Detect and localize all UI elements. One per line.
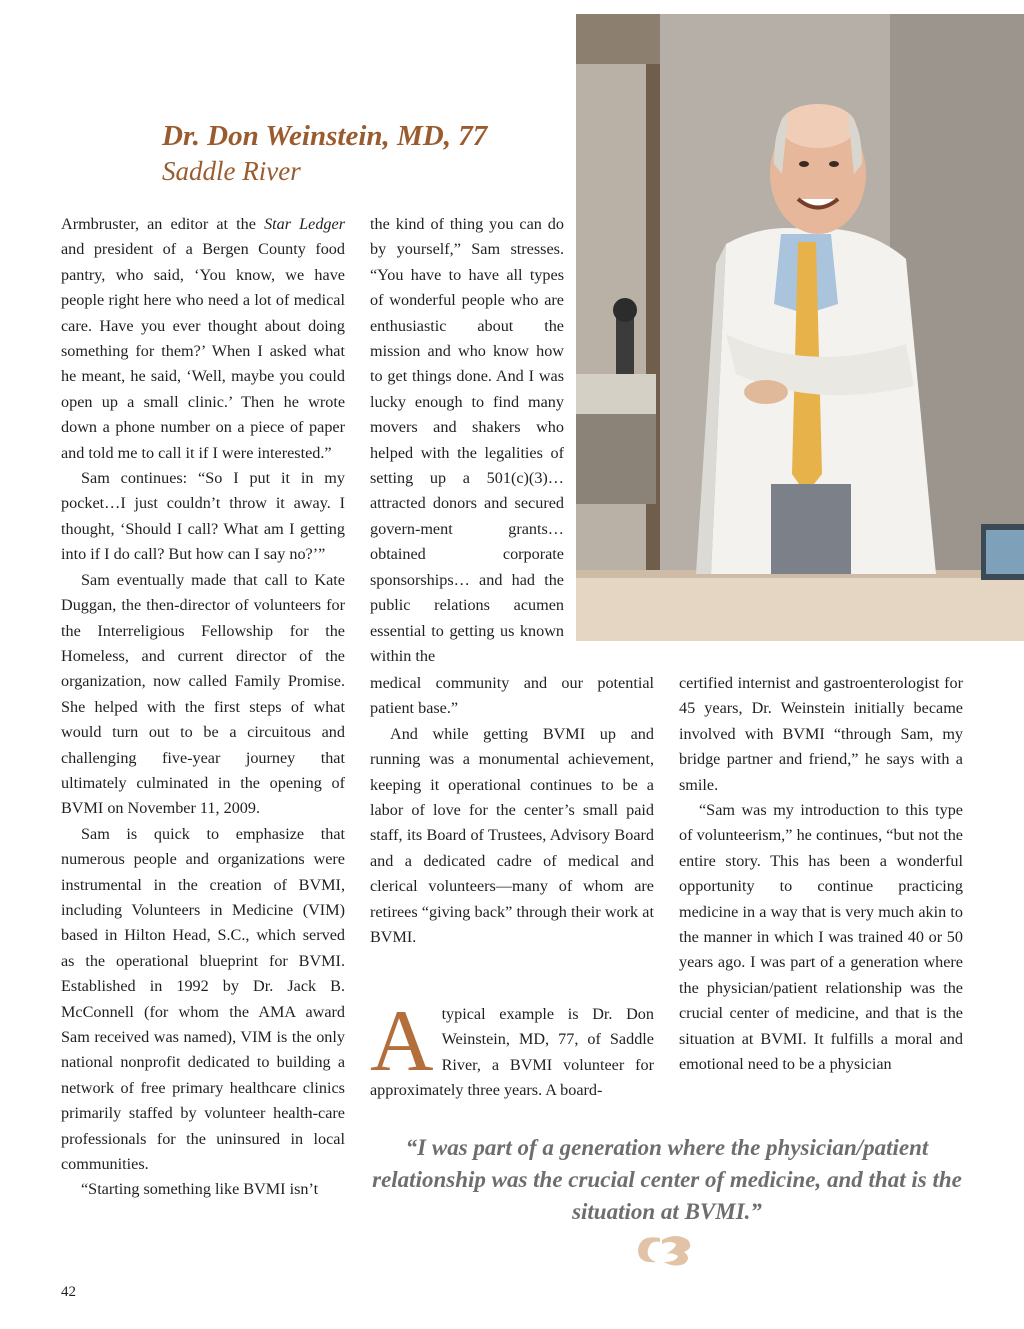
col2-paragraph-2: And while getting BVMI up and running was a monumental achievement, keeping it operational continues to be a labor of love for the center’s small paid staff, its Board of Trustees, Advisory Board and a dedicated cadre of medical and clerical volunteers—many of whom are retirees “giving back” through their work at BVMI. bbox=[370, 724, 654, 947]
col1-paragraph-3: Sam eventually made that call to Kate Duggan, the then-director of volunteers for the Interreligious Fellowship for the Homeless, and current director of the organization, now called Family Promise. She helped with the first steps of what would turn out to be a circuitous and challenging five-year journey that ultimately culminated in the opening of BVMI on November 11, 2009. bbox=[61, 570, 345, 818]
drop-cap: A bbox=[370, 993, 434, 1090]
article-heading bbox=[162, 118, 487, 188]
col1-p1-text-b: and president of a Bergen County food pantry, who said, ‘You know, we have people right here who need a lot of medical care. Have you ever thought about doing something for them?’ When I asked what he meant, he said, ‘Well, maybe you could open up a small clinic.’ Then he wrote down a phone number on a piece of paper and told me to call it if I were interested.” bbox=[61, 240, 345, 462]
col1-paragraph-1 bbox=[61, 212, 345, 466]
col2-paragraph-1-cont: medical community and our potential patient base.” bbox=[370, 674, 654, 718]
pull-quote: “I was part of a generation where the physician/patient relationship was the crucial center of medicine, and that is the situation at BVMI.” bbox=[372, 1135, 962, 1224]
col1-p1-text-a: Armbruster, an editor at the bbox=[61, 215, 265, 233]
page-number: 42 bbox=[61, 1284, 76, 1300]
heading-name: Dr. Don Weinstein, MD, 77 bbox=[162, 120, 488, 152]
col1-paragraph-5: “Starting something like BVMI isn’t bbox=[81, 1180, 319, 1199]
col2-paragraph-1: the kind of thing you can do by yourself,” Sam stresses. “You have to have all types of wonderful people who are enthusiastic about the mission and who know how to get things done. And I was lucky enough to find many movers and shakers who helped with the legalities of setting up a 501(c)(3)…attracted donors and secured govern-ment grants…obtained corporate sponsorships… and had the public relations acumen essential to getting us known within the bbox=[370, 215, 564, 665]
fleuron-icon bbox=[632, 1232, 696, 1268]
column-2-top bbox=[370, 212, 564, 669]
doctor-photo-illustration bbox=[576, 14, 1024, 641]
col3-paragraph-1: certified internist and gastroenterologist for 45 years, Dr. Weinstein initially became involved with BVMI “through Sam, my bridge partner and friend,” he says with a smile. bbox=[679, 674, 963, 794]
doctor-photo bbox=[576, 14, 1024, 641]
column-1 bbox=[61, 212, 345, 1203]
col2-p3-text: typical example is Dr. Don Weinstein, MD, 77, of Saddle River, a BVMI volunteer for approximately three years. A board- bbox=[370, 1005, 654, 1100]
col3-paragraph-2: “Sam was my introduction to this type of volunteerism,” he continues, “but not the entire story. This has been a wonderful opportunity to continue practicing medicine in a way that is very much akin to the manner in which I was trained 40 or 50 years ago. I was part of a generation where the physician/patient relationship was the crucial center of medicine, and that is the situation at BVMI. It fulfills a moral and emotional need to be a physician bbox=[679, 801, 963, 1074]
column-2-dropcap-block bbox=[370, 993, 654, 1104]
col1-paragraph-2: Sam continues: “So I put it in my pocket…I just couldn’t throw it away. I thought, ‘Should I call? What am I getting into if I do call? But how can I say no?’” bbox=[61, 469, 345, 564]
col2-paragraph-3 bbox=[370, 993, 654, 1104]
column-2-bottom bbox=[370, 671, 654, 950]
col1-paragraph-4: Sam is quick to emphasize that numerous people and organizations were instrumental in the creation of BVMI, including Volunteers in Medicine (VIM) based in Hilton Head, S.C., which served as the operational blueprint for BVMI. Established in 1992 by Dr. Jack B. McConnell (for whom the AMA award Sam received was named), VIM is the only national nonprofit dedicated to building a network of free primary healthcare clinics primarily staffed by volunteer health-care professionals for the uninsured in local communities. bbox=[61, 824, 345, 1174]
heading-town: Saddle River bbox=[162, 156, 301, 186]
col1-p1-italic: Star Ledger bbox=[264, 215, 346, 233]
column-3 bbox=[679, 671, 963, 1078]
